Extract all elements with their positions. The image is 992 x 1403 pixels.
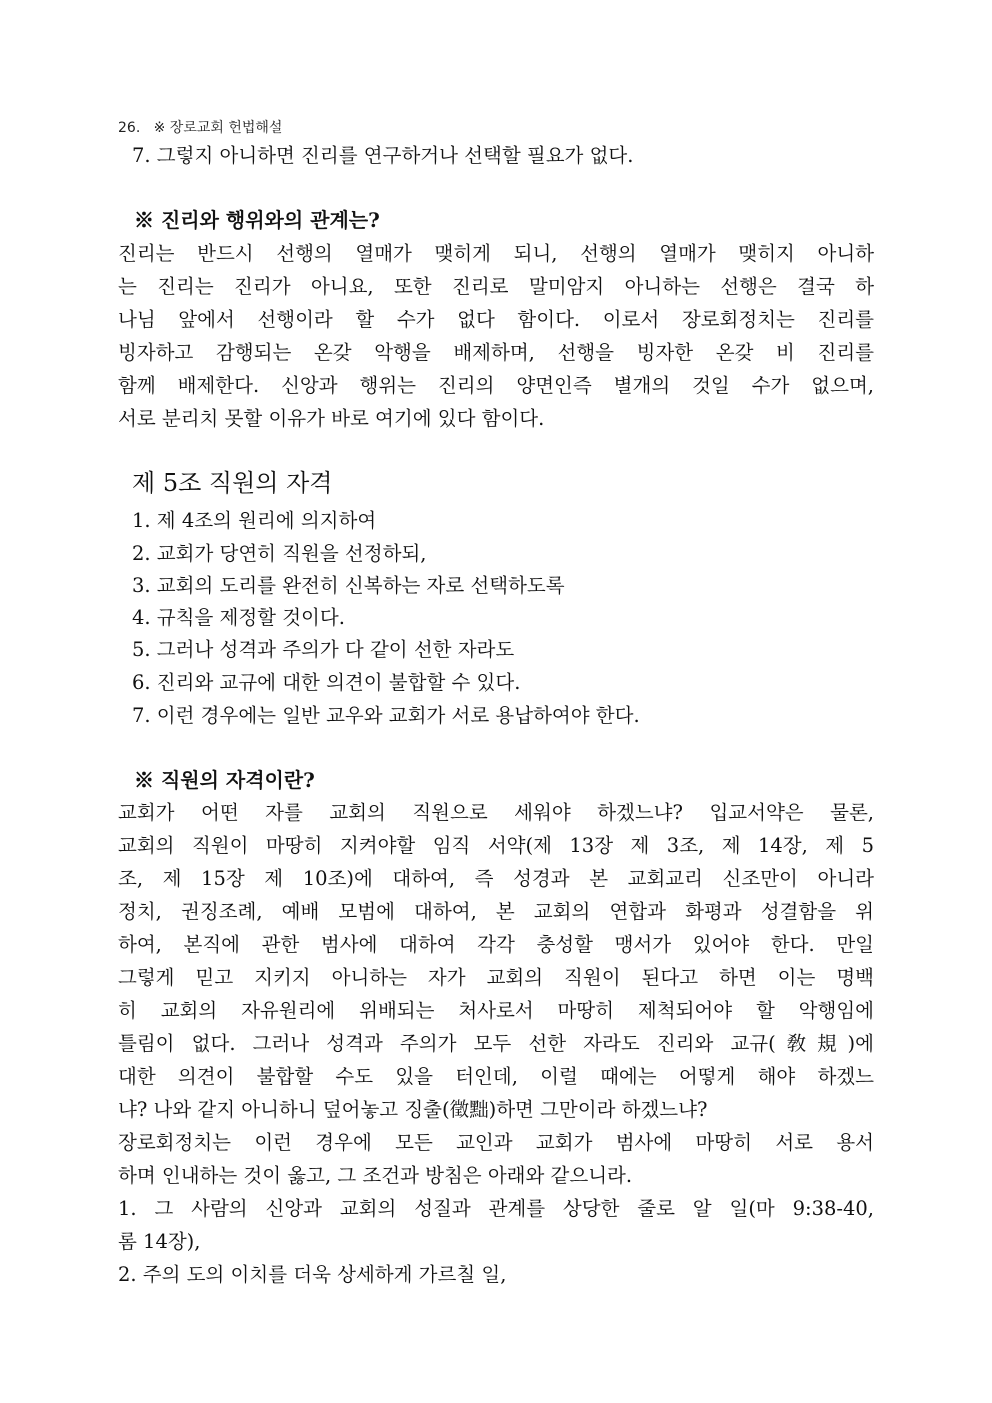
page-number: 26. bbox=[118, 120, 141, 136]
paragraph-line: 히 교회의 자유원리에 위배되는 처사로서 마땅히 제척되어야 할 악행임에 bbox=[118, 999, 874, 1022]
section2-heading: ※ 직원의 자격이란? bbox=[134, 768, 315, 792]
article-item: 3. 교회의 도리를 완전히 신복하는 자로 선택하도록 bbox=[132, 574, 565, 597]
paragraph-line: 진리는 반드시 선행의 열매가 맺히게 되니, 선행의 열매가 맺히지 아니하 bbox=[118, 242, 874, 265]
paragraph-line: 교회의 직원이 마땅히 지켜야할 임직 서약(제 13장 제 3조, 제 14장, 제 5 bbox=[118, 834, 874, 857]
paragraph-line: 빙자하고 감행되는 온갖 악행을 배제하며, 선행을 빙자한 온갖 비 진리를 bbox=[118, 341, 874, 364]
paragraph-line: 서로 분리치 못할 이유가 바로 여기에 있다 함이다. bbox=[118, 407, 545, 430]
paragraph-line: 교회가 어떤 자를 교회의 직원으로 세워야 하겠느냐? 입교서약은 물론, bbox=[118, 801, 874, 824]
paragraph-line: 조, 제 15장 제 10조)에 대하여, 즉 성경과 본 교회교리 신조만이 아니라 bbox=[118, 867, 874, 890]
paragraph-line: 함께 배제한다. 신앙과 행위는 진리의 양면인즉 별개의 것일 수가 없으며, bbox=[118, 374, 874, 397]
intro-line: 7. 그렇지 아니하면 진리를 연구하거나 선택할 필요가 없다. bbox=[132, 144, 634, 167]
section1-heading: ※ 진리와 행위와의 관계는? bbox=[134, 208, 380, 232]
article-item: 4. 규칙을 제정할 것이다. bbox=[132, 606, 345, 629]
paragraph-line: 는 진리는 진리가 아니요, 또한 진리로 말미암지 아니하는 선행은 결국 하 bbox=[118, 275, 874, 298]
paragraph-line: 정치, 권징조례, 예배 모범에 대하여, 본 교회의 연합과 화평과 성결함을 위 bbox=[118, 900, 874, 923]
paragraph-line: 장로회정치는 이런 경우에 모든 교인과 교회가 범사에 마땅히 서로 용서 bbox=[118, 1131, 874, 1154]
paragraph-line: 롬 14장), bbox=[118, 1230, 201, 1253]
header-title: ※ 장로교회 헌법해설 bbox=[153, 120, 283, 136]
paragraph-line: 나님 앞에서 선행이라 할 수가 없다 함이다. 이로서 장로회정치는 진리를 bbox=[118, 308, 874, 331]
paragraph-line: 대한 의견이 불합할 수도 있을 터인데, 이럴 때에는 어떻게 해야 하겠느 bbox=[118, 1065, 874, 1088]
paragraph-line: 1. 그 사람의 신앙과 교회의 성질과 관계를 상당한 줄로 알 일(마 9:38-40, bbox=[118, 1197, 874, 1220]
paragraph-line: 하여, 본직에 관한 범사에 대하여 각각 충성할 맹서가 있어야 한다. 만일 bbox=[118, 933, 874, 956]
article-title: 제 5조 직원의 자격 bbox=[132, 469, 333, 497]
article-item: 6. 진리와 교규에 대한 의견이 불합할 수 있다. bbox=[132, 671, 521, 694]
paragraph-line: 그렇게 믿고 지키지 아니하는 자가 교회의 직원이 된다고 하면 이는 명백 bbox=[118, 966, 874, 989]
paragraph-line: 2. 주의 도의 이치를 더욱 상세하게 가르칠 일, bbox=[118, 1263, 507, 1286]
running-header bbox=[118, 117, 282, 137]
article-item: 2. 교회가 당연히 직원을 선정하되, bbox=[132, 542, 427, 565]
paragraph-line: 틀림이 없다. 그러나 성격과 주의가 모두 선한 자라도 진리와 교규(敎規)에 bbox=[118, 1032, 874, 1055]
article-item: 1. 제 4조의 원리에 의지하여 bbox=[132, 509, 377, 532]
paragraph-line: 하며 인내하는 것이 옳고, 그 조건과 방침은 아래와 같으니라. bbox=[118, 1164, 633, 1187]
article-item: 7. 이런 경우에는 일반 교우와 교회가 서로 용납하여야 한다. bbox=[132, 704, 640, 727]
article-item: 5. 그러나 성격과 주의가 다 같이 선한 자라도 bbox=[132, 638, 515, 661]
paragraph-line: 냐? 나와 같지 아니하니 덮어놓고 징출(徵黜)하면 그만이라 하겠느냐? bbox=[118, 1098, 708, 1121]
